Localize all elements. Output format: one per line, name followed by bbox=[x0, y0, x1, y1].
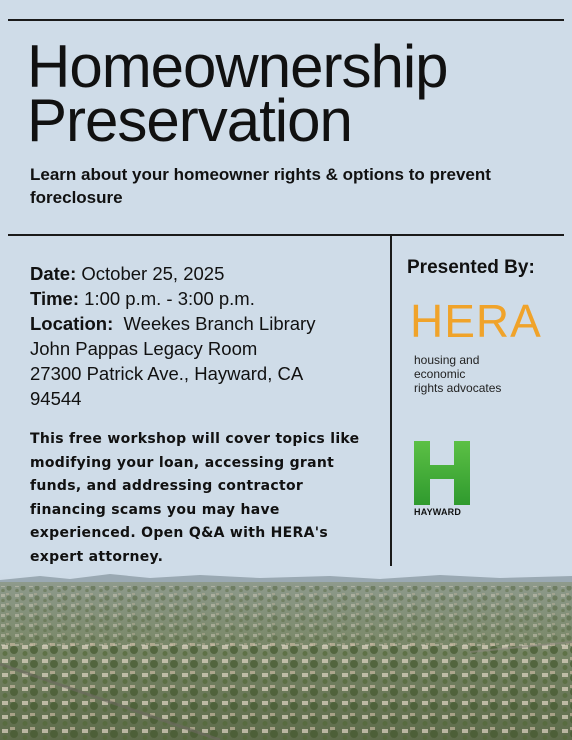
title-line-1: Homeownership bbox=[27, 33, 448, 100]
location-line-4: 94544 bbox=[30, 388, 82, 409]
date-value: October 25, 2025 bbox=[81, 263, 225, 284]
location-label: Location: bbox=[30, 313, 114, 334]
middle-divider bbox=[8, 234, 564, 236]
hera-tagline-line-3: rights advocates bbox=[414, 381, 502, 395]
date-row bbox=[30, 261, 380, 286]
hera-tagline-line-1: housing and bbox=[414, 353, 480, 367]
top-divider bbox=[8, 19, 564, 21]
aerial-city-photo bbox=[0, 572, 572, 740]
location-line-1: Weekes Branch Library bbox=[123, 313, 316, 334]
hayward-name: HAYWARD bbox=[414, 507, 462, 517]
vertical-divider bbox=[390, 235, 392, 566]
time-label: Time: bbox=[30, 288, 80, 309]
workshop-description: This free workshop will cover topics like modifying your loan, accessing grant funds, and addressing contractor financing scams you may have experienced. Open Q&A with HERA's expert attorney. bbox=[30, 431, 360, 565]
hera-tagline bbox=[414, 353, 501, 395]
hera-tagline-line-2: economic bbox=[414, 367, 466, 381]
title-line-2: Preservation bbox=[27, 87, 352, 154]
hayward-logo-icon bbox=[414, 441, 470, 505]
location-line-3: 27300 Patrick Ave., Hayward, CA bbox=[30, 363, 304, 384]
date-label: Date: bbox=[30, 263, 77, 284]
location-line-2: John Pappas Legacy Room bbox=[30, 338, 258, 359]
location-row bbox=[30, 311, 380, 336]
subtitle: Learn about your homeowner rights & options to prevent foreclosure bbox=[30, 165, 491, 207]
event-details bbox=[30, 261, 380, 411]
time-row bbox=[30, 286, 380, 311]
presented-by-heading: Presented By: bbox=[407, 257, 535, 278]
hera-logo: HERA bbox=[410, 295, 542, 347]
page-title bbox=[27, 33, 448, 154]
time-value: 1:00 p.m. - 3:00 p.m. bbox=[84, 288, 255, 309]
